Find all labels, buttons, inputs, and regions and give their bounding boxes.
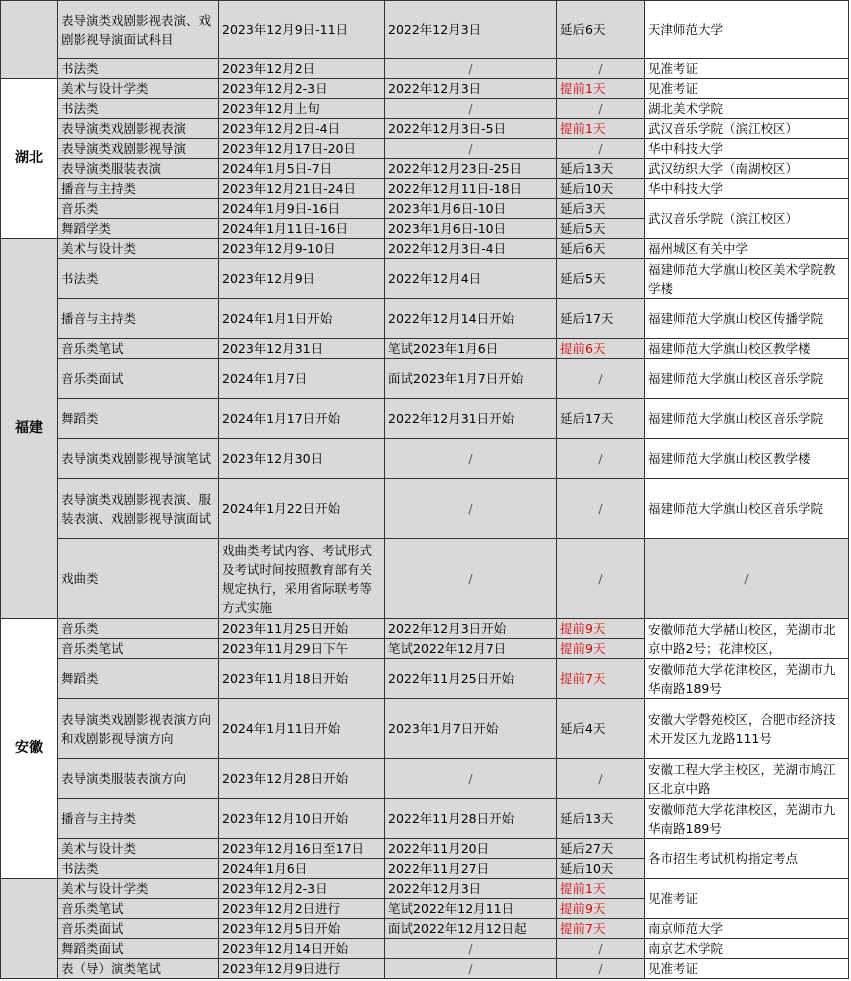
change-cell: 延后3天 [557, 199, 645, 219]
date-2024-cell: 2023年12月9日-11日 [219, 1, 385, 59]
date-2024-cell: 2024年1月9日-16日 [219, 199, 385, 219]
category-cell: 舞蹈类面试 [58, 939, 219, 959]
location-cell: 安徽大学磬苑校区，合肥市经济技术开发区九龙路111号 [645, 699, 849, 759]
category-cell: 音乐类 [58, 199, 219, 219]
change-cell: / [557, 539, 645, 619]
date-2023-cell: 2022年12月3日 [385, 879, 557, 899]
province-cell: 福建 [1, 239, 58, 619]
change-cell: 提前1天 [557, 879, 645, 899]
province-cell [1, 1, 58, 79]
change-cell: 延后10天 [557, 859, 645, 879]
date-2023-cell: / [385, 99, 557, 119]
category-cell: 表导演类戏剧影视表演 [58, 119, 219, 139]
change-cell: 提前6天 [557, 339, 645, 359]
date-2024-cell: 2023年12月2-3日 [219, 79, 385, 99]
province-cell: 湖北 [1, 79, 58, 239]
date-2023-cell: / [385, 939, 557, 959]
category-cell: 表导演类戏剧影视表演、戏剧影视导演面试科目 [58, 1, 219, 59]
table-row [1, 239, 849, 259]
category-cell: 播音与主持类 [58, 299, 219, 339]
date-2023-cell: 面试2022年12月12日起 [385, 919, 557, 939]
change-cell: 延后10天 [557, 179, 645, 199]
change-cell: / [557, 959, 645, 979]
date-2024-cell: 2023年12月上旬 [219, 99, 385, 119]
location-cell: 安徽师范大学花津校区，芜湖市九华南路189号 [645, 799, 849, 839]
location-cell: 武汉纺织大学（南湖校区） [645, 159, 849, 179]
category-cell: 音乐类笔试 [58, 339, 219, 359]
category-cell: 美术与设计学类 [58, 879, 219, 899]
table-row [1, 539, 849, 619]
date-2023-cell: 2022年12月3日-5日 [385, 119, 557, 139]
location-cell: 华中科技大学 [645, 139, 849, 159]
date-2023-cell: 2023年1月6日-10日 [385, 199, 557, 219]
category-cell: 音乐类面试 [58, 919, 219, 939]
date-2024-cell: 2023年12月2-3日 [219, 879, 385, 899]
change-cell: 提前9天 [557, 899, 645, 919]
date-2024-cell: 2024年1月6日 [219, 859, 385, 879]
date-2023-cell: 面试2023年1月7日开始 [385, 359, 557, 399]
date-2024-cell: 2023年12月16日至17日 [219, 839, 385, 859]
table-row [1, 919, 849, 939]
location-cell: 见准考证 [645, 59, 849, 79]
category-cell: 书法类 [58, 859, 219, 879]
date-2024-cell: 2023年12月9日进行 [219, 959, 385, 979]
table-row [1, 399, 849, 439]
change-cell: 提前7天 [557, 659, 645, 699]
table-row [1, 359, 849, 399]
date-2024-cell: 2024年1月5日-7日 [219, 159, 385, 179]
table-row [1, 619, 849, 639]
category-cell: 播音与主持类 [58, 799, 219, 839]
table-row [1, 439, 849, 479]
date-2023-cell: / [385, 59, 557, 79]
change-cell: 延后6天 [557, 1, 645, 59]
date-2023-cell: 2022年12月4日 [385, 259, 557, 299]
category-cell: 播音与主持类 [58, 179, 219, 199]
change-cell: / [557, 439, 645, 479]
category-cell: 美术与设计学类 [58, 79, 219, 99]
date-2023-cell: 2022年11月25日开始 [385, 659, 557, 699]
date-2023-cell: 2022年12月3日-4日 [385, 239, 557, 259]
location-cell: 见准考证 [645, 879, 849, 919]
table-row [1, 699, 849, 759]
location-cell: 见准考证 [645, 959, 849, 979]
date-2023-cell: 2022年11月28日开始 [385, 799, 557, 839]
location-cell: 福建师范大学旗山校区音乐学院 [645, 479, 849, 539]
category-cell: 音乐类 [58, 619, 219, 639]
date-2023-cell: 2023年1月7日开始 [385, 699, 557, 759]
date-2023-cell: 笔试2022年12月7日 [385, 639, 557, 659]
location-cell: 武汉音乐学院（滨江校区） [645, 199, 849, 239]
date-2023-cell: / [385, 439, 557, 479]
category-cell: 表导演类戏剧影视表演、服装表演、戏剧影视导演面试 [58, 479, 219, 539]
location-cell: 华中科技大学 [645, 179, 849, 199]
category-cell: 表导演类服装表演方向 [58, 759, 219, 799]
change-cell: / [557, 759, 645, 799]
change-cell: 延后17天 [557, 399, 645, 439]
date-2023-cell: / [385, 479, 557, 539]
category-cell: 美术与设计类 [58, 239, 219, 259]
category-cell: 表导演类戏剧影视表演方向和戏剧影视导演方向 [58, 699, 219, 759]
change-cell: 延后6天 [557, 239, 645, 259]
change-cell: / [557, 359, 645, 399]
table-row [1, 1, 849, 59]
change-cell: / [557, 99, 645, 119]
date-2023-cell: / [385, 959, 557, 979]
change-cell: / [557, 479, 645, 539]
date-2024-cell: 2024年1月11日-16日 [219, 219, 385, 239]
change-cell: / [557, 59, 645, 79]
table-row [1, 159, 849, 179]
table-row [1, 839, 849, 859]
location-cell: 福建师范大学旗山校区教学楼 [645, 439, 849, 479]
date-2024-cell: 2023年12月10日开始 [219, 799, 385, 839]
table-row [1, 299, 849, 339]
date-2024-cell: 2023年12月30日 [219, 439, 385, 479]
change-cell: / [557, 939, 645, 959]
date-2023-cell: / [385, 759, 557, 799]
date-2024-cell: 2023年12月31日 [219, 339, 385, 359]
table-row [1, 659, 849, 699]
location-cell: 福建师范大学旗山校区音乐学院 [645, 399, 849, 439]
category-cell: 书法类 [58, 99, 219, 119]
date-2023-cell: 2022年12月14日开始 [385, 299, 557, 339]
table-row [1, 879, 849, 899]
date-2023-cell: 2022年11月20日 [385, 839, 557, 859]
category-cell: 舞蹈学类 [58, 219, 219, 239]
table-row [1, 199, 849, 219]
location-cell: 福州城区有关中学 [645, 239, 849, 259]
category-cell: 音乐类笔试 [58, 639, 219, 659]
change-cell: 延后5天 [557, 219, 645, 239]
table-row [1, 79, 849, 99]
date-2024-cell: 2024年1月1日开始 [219, 299, 385, 339]
table-row [1, 259, 849, 299]
date-2024-cell: 2023年12月2日-4日 [219, 119, 385, 139]
date-2023-cell: 2022年12月3日开始 [385, 619, 557, 639]
location-cell: 福建师范大学旗山校区传播学院 [645, 299, 849, 339]
date-2023-cell: 2022年12月31日开始 [385, 399, 557, 439]
category-cell: 书法类 [58, 59, 219, 79]
location-cell: 南京艺术学院 [645, 939, 849, 959]
table-row [1, 759, 849, 799]
change-cell: 提前1天 [557, 79, 645, 99]
date-2024-cell: 2023年12月9-10日 [219, 239, 385, 259]
change-cell: / [557, 139, 645, 159]
date-2024-cell: 2023年12月21日-24日 [219, 179, 385, 199]
date-2024-cell: 2023年12月2日 [219, 59, 385, 79]
location-cell: / [645, 539, 849, 619]
date-2023-cell: 笔试2023年1月6日 [385, 339, 557, 359]
table-row [1, 139, 849, 159]
change-cell: 提前1天 [557, 119, 645, 139]
category-cell: 表导演类服装表演 [58, 159, 219, 179]
date-2023-cell: 2022年12月3日 [385, 1, 557, 59]
table-row [1, 799, 849, 839]
category-cell: 美术与设计类 [58, 839, 219, 859]
province-cell [1, 879, 58, 979]
location-cell: 安徽师范大学赭山校区，芜湖市北京中路2号；花津校区， [645, 619, 849, 659]
location-cell: 安徽工程大学主校区，芜湖市鸠江区北京中路 [645, 759, 849, 799]
date-2023-cell: / [385, 539, 557, 619]
table-row [1, 59, 849, 79]
table-row [1, 959, 849, 979]
category-cell: 舞蹈类 [58, 659, 219, 699]
date-2024-cell: 戏曲类考试内容、考试形式及考试时间按照教育部有关规定执行，采用省际联考等方式实施 [219, 539, 385, 619]
table-row [1, 99, 849, 119]
category-cell: 表（导）演类笔试 [58, 959, 219, 979]
change-cell: 提前9天 [557, 639, 645, 659]
table-row [1, 939, 849, 959]
table-row [1, 479, 849, 539]
change-cell: 延后27天 [557, 839, 645, 859]
date-2023-cell: 2023年1月6日-10日 [385, 219, 557, 239]
location-cell: 各市招生考试机构指定考点 [645, 839, 849, 879]
category-cell: 音乐类面试 [58, 359, 219, 399]
date-2024-cell: 2024年1月22日开始 [219, 479, 385, 539]
location-cell: 见准考证 [645, 79, 849, 99]
category-cell: 戏曲类 [58, 539, 219, 619]
category-cell: 舞蹈类 [58, 399, 219, 439]
location-cell: 武汉音乐学院（滨江校区） [645, 119, 849, 139]
date-2023-cell: 2022年12月3日 [385, 79, 557, 99]
date-2023-cell: 2022年12月23日-25日 [385, 159, 557, 179]
change-cell: 延后4天 [557, 699, 645, 759]
date-2023-cell: 2022年12月11日-18日 [385, 179, 557, 199]
change-cell: 提前7天 [557, 919, 645, 939]
change-cell: 提前9天 [557, 619, 645, 639]
date-2024-cell: 2023年11月25日开始 [219, 619, 385, 639]
category-cell: 音乐类笔试 [58, 899, 219, 919]
category-cell: 表导演类戏剧影视导演 [58, 139, 219, 159]
date-2024-cell: 2023年12月17日-20日 [219, 139, 385, 159]
location-cell: 福建师范大学旗山校区教学楼 [645, 339, 849, 359]
table-row [1, 179, 849, 199]
date-2024-cell: 2024年1月7日 [219, 359, 385, 399]
date-2024-cell: 2023年11月18日开始 [219, 659, 385, 699]
province-cell: 安徽 [1, 619, 58, 879]
date-2024-cell: 2023年12月2日进行 [219, 899, 385, 919]
change-cell: 延后13天 [557, 159, 645, 179]
date-2024-cell: 2024年1月17日开始 [219, 399, 385, 439]
table-row [1, 119, 849, 139]
location-cell: 安徽师范大学花津校区，芜湖市九华南路189号 [645, 659, 849, 699]
date-2024-cell: 2023年12月9日 [219, 259, 385, 299]
date-2023-cell: 笔试2022年12月11日 [385, 899, 557, 919]
change-cell: 延后5天 [557, 259, 645, 299]
date-2024-cell: 2023年12月5日开始 [219, 919, 385, 939]
date-2023-cell: 2022年11月27日 [385, 859, 557, 879]
change-cell: 延后13天 [557, 799, 645, 839]
table-row [1, 339, 849, 359]
change-cell: 延后17天 [557, 299, 645, 339]
location-cell: 福建师范大学旗山校区美术学院教学楼 [645, 259, 849, 299]
location-cell: 湖北美术学院 [645, 99, 849, 119]
date-2024-cell: 2024年1月11日开始 [219, 699, 385, 759]
location-cell: 天津师范大学 [645, 1, 849, 59]
date-2024-cell: 2023年12月28日开始 [219, 759, 385, 799]
category-cell: 书法类 [58, 259, 219, 299]
location-cell: 南京师范大学 [645, 919, 849, 939]
date-2024-cell: 2023年12月14日开始 [219, 939, 385, 959]
date-2024-cell: 2023年11月29日下午 [219, 639, 385, 659]
category-cell: 表导演类戏剧影视导演笔试 [58, 439, 219, 479]
location-cell: 福建师范大学旗山校区音乐学院 [645, 359, 849, 399]
date-2023-cell: / [385, 139, 557, 159]
